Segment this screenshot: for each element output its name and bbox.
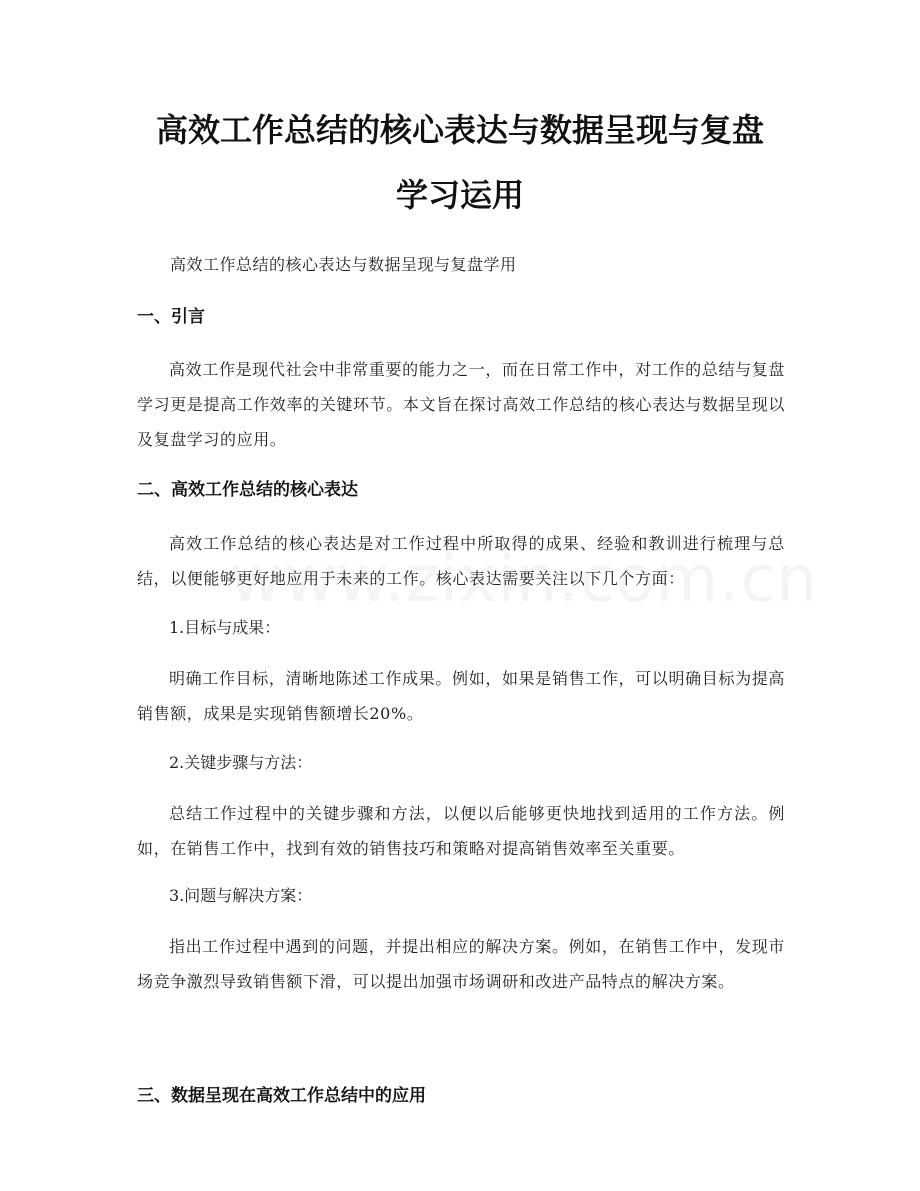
core-item-text-goals: 明确工作目标，清晰地陈述工作成果。例如，如果是销售工作，可以明确目标为提高销售额，成果是实现销售额增长20%。	[137, 669, 785, 723]
document-title-line1: 高效工作总结的核心表达与数据呈现与复盘	[155, 111, 764, 149]
core-item-label-goals: 1.目标与成果：	[169, 618, 281, 637]
core-item-label-problems: 3.问题与解决方案：	[169, 886, 313, 905]
core-paragraph: 高效工作总结的核心表达是对工作过程中所取得的成果、经验和教训进行梳理与总结，以便能够更好地应用于未来的工作。核心表达需要关注以下几个方面：	[137, 534, 785, 588]
section-heading-core: 二、高效工作总结的核心表达	[137, 480, 358, 500]
core-item-text-problems: 指出工作过程中遇到的问题，并提出相应的解决方案。例如，在销售工作中，发现市场竞争激烈导致销售额下滑，可以提出加强市场调研和改进产品特点的解决方案。	[137, 937, 785, 991]
intro-paragraph: 高效工作是现代社会中非常重要的能力之一，而在日常工作中，对工作的总结与复盘学习更是提高工作效率的关键环节。本文旨在探讨高效工作总结的核心表达与数据呈现以及复盘学习的应用。	[137, 360, 785, 449]
section-heading-intro: 一、引言	[137, 307, 205, 327]
core-item-text-steps: 总结工作过程中的关键步骤和方法，以便以后能够更快地找到适用的工作方法。例如，在销售工作中，找到有效的销售技巧和策略对提高销售效率至关重要。	[137, 804, 785, 858]
document-title-line2: 学习运用	[395, 176, 524, 214]
core-item-label-steps: 2.关键步骤与方法：	[169, 753, 313, 772]
section-heading-data: 三、数据呈现在高效工作总结中的应用	[137, 1086, 426, 1106]
document-subtitle: 高效工作总结的核心表达与数据呈现与复盘学用	[170, 255, 517, 274]
